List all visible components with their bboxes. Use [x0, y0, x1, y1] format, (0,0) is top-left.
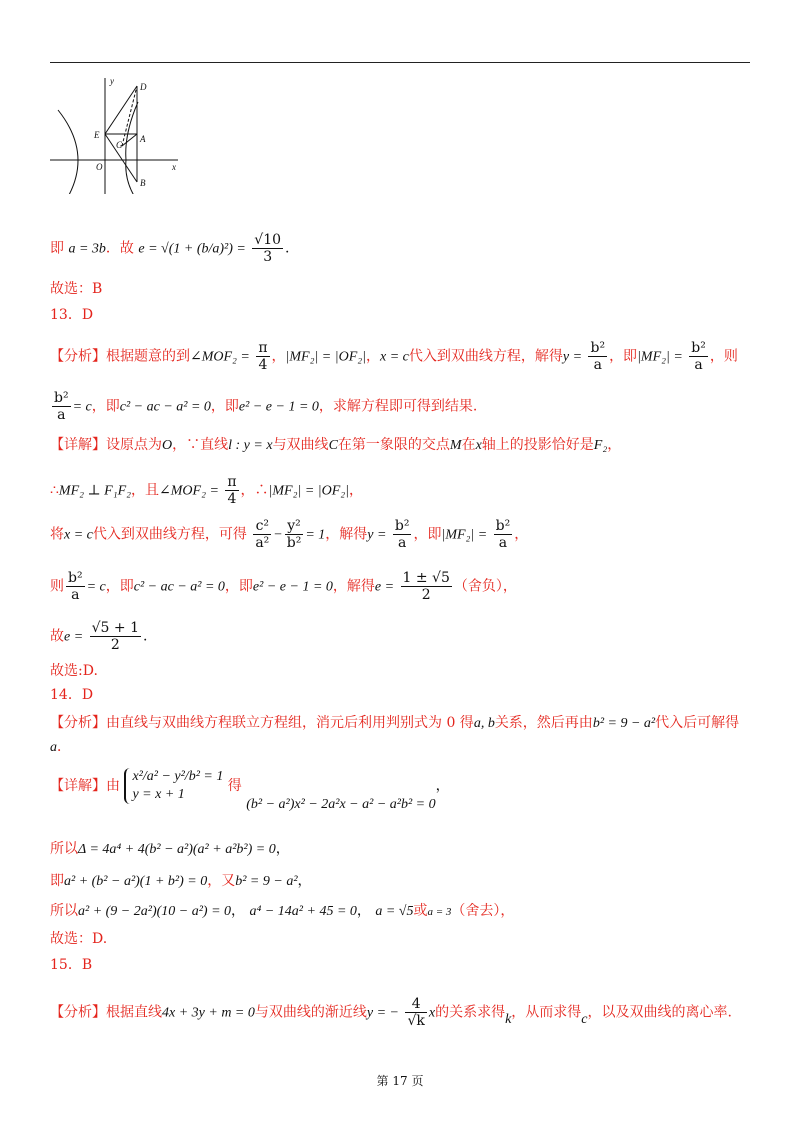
- detail-line-6: 即a² + (b² − a²)(1 + b²) = 0，又b² = 9 − a²，: [50, 873, 312, 889]
- label-A: A: [140, 134, 146, 144]
- fraction: $\frac{√5 + 1}{2}$: [91, 620, 139, 653]
- header-rule: [50, 62, 750, 63]
- dashed-GD: [122, 86, 137, 146]
- fraction: $\frac{\text{b²}}{a}$: [495, 518, 511, 551]
- page-footer: 第 17 页: [376, 1074, 424, 1088]
- conclusion-line: 故e = $\frac{√5 + 1}{2}$ .: [50, 620, 148, 653]
- equation-system: x²/a² − y²/b² = 1 y = x + 1: [124, 768, 223, 804]
- answer-line-2: 故选:D.: [50, 663, 98, 679]
- line-1: 即 a = 3b．故 e = √(1 + (b/a)²) = $\frac{√10}{3}$ .: [50, 232, 290, 265]
- detail-line-4: 则 $\frac{\text{b²}}{a}$ = c，即c² − ac − a² = 0，即e² − e − 1 = 0，解得e = $\frac{1 \pm √5}{2}$ （舍负），: [50, 570, 517, 603]
- answer-line: 故选：B: [50, 281, 103, 297]
- label-x: x: [172, 162, 176, 172]
- hyperbola-left-branch: [58, 110, 78, 194]
- fraction: $\frac{\text{c²}}{\text{a²}}$: [255, 518, 270, 551]
- label-E: E: [94, 130, 100, 140]
- fraction: $\frac{\text{b²}}{a}$: [590, 340, 606, 373]
- math: e = √(1 + (b/a)²) =: [138, 241, 246, 257]
- question-number-3: 15．B: [50, 957, 93, 973]
- label-B: B: [140, 178, 146, 188]
- fraction: $\frac{\pi}{4}$: [227, 474, 237, 507]
- fraction: $\frac{\text{b²}}{a}$: [54, 390, 69, 423]
- hyperbola-figure: [50, 72, 182, 194]
- fraction: $\frac{√10}{3}$: [254, 232, 282, 265]
- fraction: $\frac{\text{b²}}{a}$: [394, 518, 410, 551]
- analysis-line-5: 【分析】根据直线4x + 3y + m = 0与双曲线的渐近线y = − $\frac{4}{√k}$ x的关系求得k，从而求得c，以及双曲线的离心率.: [50, 996, 732, 1029]
- detail-line-2: ∴MF₂ ⊥ F₁F₂，且∠MOF₂ = $\frac{\pi}{4}$ ，∴|MF₂| = |OF₂|，: [50, 474, 363, 507]
- label-O: O: [96, 162, 103, 172]
- detail-system-line: 【详解】由 x²/a² − y²/b² = 1 y = x + 1 得 (b² − a²)x² − 2a²x − a² − a²b² = 0，: [50, 769, 450, 812]
- math: a = 3b: [68, 241, 106, 257]
- fraction: $\frac{\text{b²}}{a}$: [691, 340, 706, 373]
- analysis-line-4: a．: [50, 739, 71, 755]
- detail-line: 【详解】设原点为O，∵直线l : y = x与双曲线C在第一象限的交点M在x轴上的投影恰好是F₂，: [50, 437, 622, 453]
- label-D: D: [140, 82, 147, 92]
- label-y: y: [110, 76, 114, 86]
- detail-line-5: 所以Δ = 4a⁴ + 4(b² − a²)(a² + a²b²) = 0，: [50, 841, 290, 857]
- fraction: $\frac{\text{b²}}{a}$: [68, 570, 83, 603]
- detail-line-7: 所以a² + (9 − 2a²)(10 − a²) = 0， a⁴ − 14a² + 45 = 0， a = √5或a = 3（舍去），: [50, 903, 515, 919]
- fraction: $\frac{\text{y²}}{\text{b²}}$: [286, 518, 302, 551]
- fraction: $\frac{4}{√k}$: [407, 996, 425, 1029]
- question-number: 13．D: [50, 307, 94, 323]
- label-G: G: [116, 140, 123, 150]
- fraction: $\frac{1 \pm √5}{2}$: [402, 570, 450, 603]
- analysis-line-2: $\frac{\text{b²}}{a}$ = c，即c² − ac − a² = 0，即e² − e − 1 = 0，求解方程即可得到结果.: [54, 390, 478, 423]
- fraction: $\frac{\pi}{4}$: [258, 340, 268, 373]
- analysis-line-3: 【分析】由直线与双曲线方程联立方程组，消元后利用判别式为 0 得a, b关系，然后再由b² = 9 − a²代入后可解得: [50, 715, 740, 731]
- analysis-line: 【分析】根据题意的到∠MOF₂ = $\frac{\pi}{4}$ ，|MF₂| = |OF₂|，x = c代入到双曲线方程，解得y = $\frac{\text{b²}}{a}$ ，即|MF₂| = $\frac{\text{b²}}{a}$ ，则: [50, 340, 738, 373]
- segment-ED: [105, 86, 137, 134]
- detail-line-3: 将x = c代入到双曲线方程，可得 $\frac{\text{c²}}{\text{a²}}$ − $\frac{\text{y²}}{\text{b²}}$ = 1，解得y = $\frac{\text{b²}}{a}$ ，即|MF₂| = $\frac{\text{b²}}{a}$ ，: [50, 518, 529, 551]
- question-number-2: 14．D: [50, 687, 94, 703]
- answer-line-3: 故选：D.: [50, 931, 108, 947]
